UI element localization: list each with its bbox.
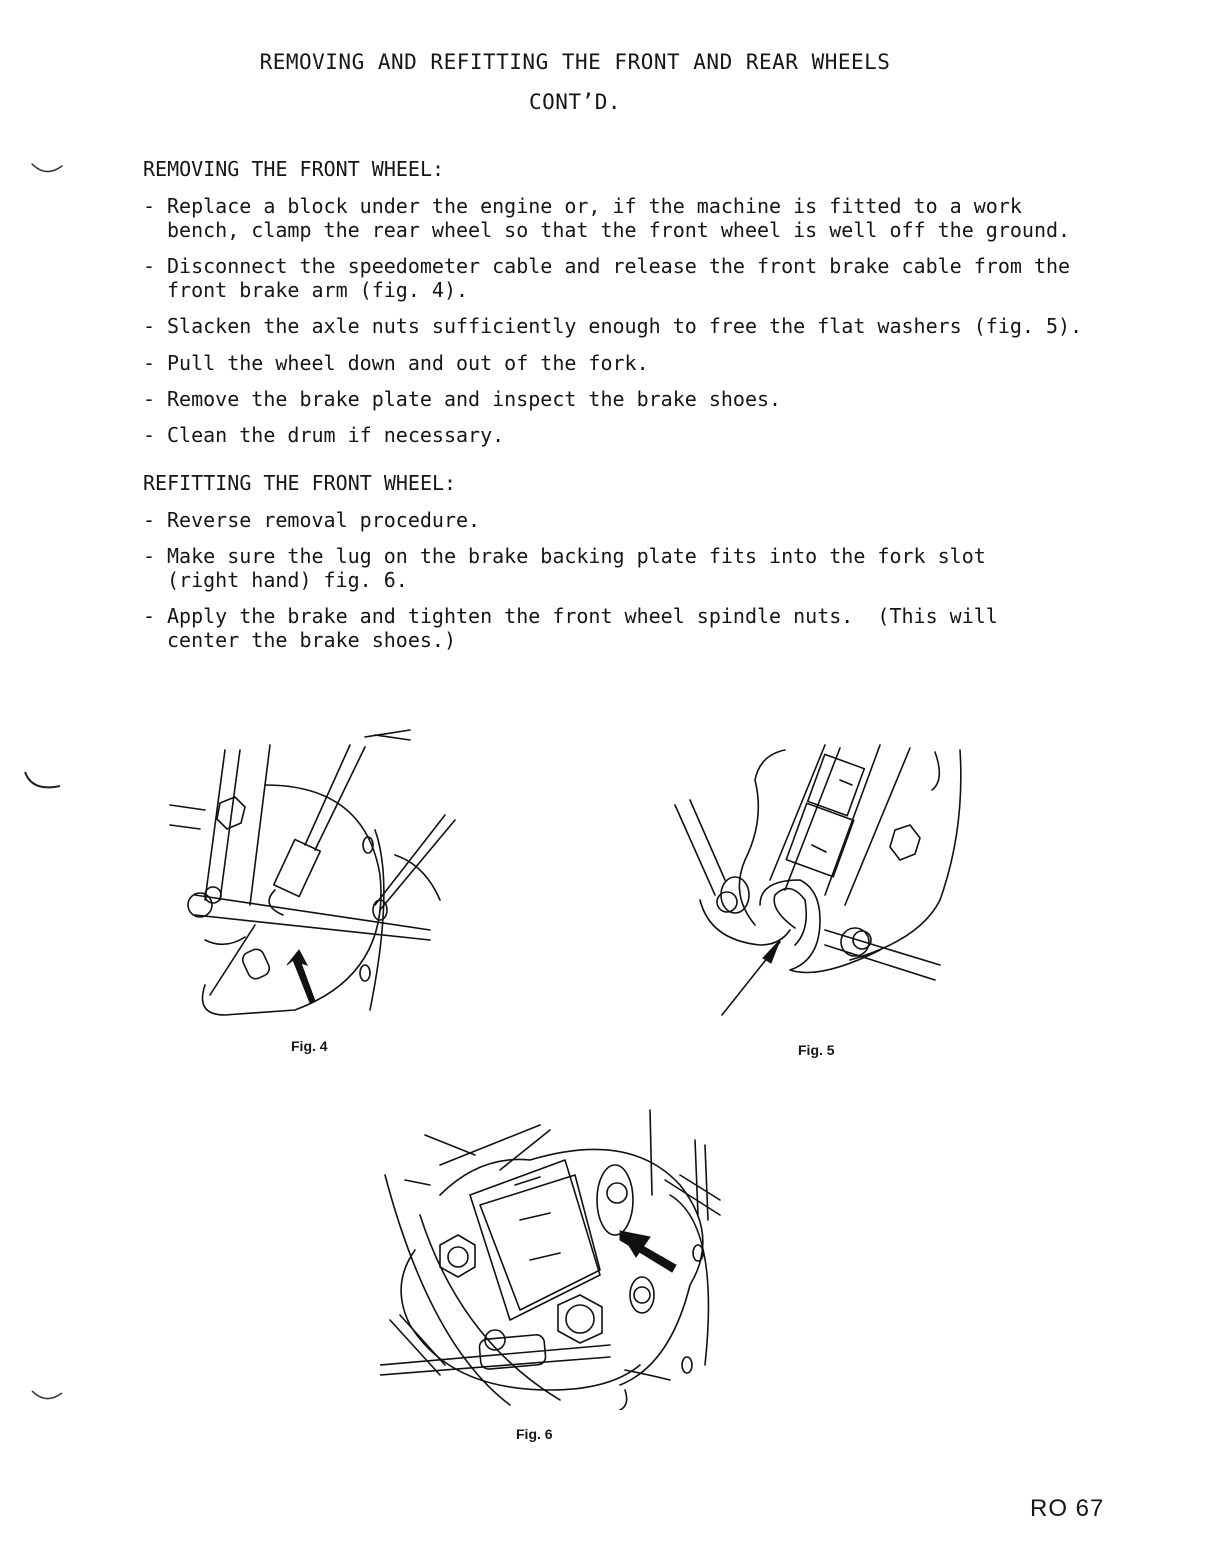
step-text: Remove the brake plate and inspect the brake shoes. bbox=[167, 387, 782, 411]
bullet-dash: - bbox=[143, 194, 156, 218]
removing-step-1 bbox=[143, 194, 1103, 242]
step-text: Reverse removal procedure. bbox=[167, 508, 481, 532]
bullet-dash: - bbox=[143, 351, 156, 375]
step-text: Slacken the axle nuts sufficiently enough to free the flat washers (fig. 5). bbox=[167, 314, 1083, 338]
refitting-step-2 bbox=[143, 544, 1103, 592]
removing-step-6 bbox=[143, 423, 1103, 447]
step-text: front brake arm (fig. 4). bbox=[167, 278, 469, 302]
binder-mark-top bbox=[28, 158, 68, 182]
bullet-dash: - bbox=[143, 508, 156, 532]
step-text: Clean the drum if necessary. bbox=[167, 423, 505, 447]
removing-step-5 bbox=[143, 387, 1103, 411]
fig4-caption: Fig. 4 bbox=[291, 1038, 328, 1054]
step-text: bench, clamp the rear wheel so that the front wheel is well off the ground. bbox=[167, 218, 1071, 242]
bullet-dash: - bbox=[143, 387, 156, 411]
refitting-step-3 bbox=[143, 604, 1103, 652]
step-text: Replace a block under the engine or, if the machine is fitted to a work bbox=[167, 194, 1022, 218]
step-text: (right hand) fig. 6. bbox=[167, 568, 408, 592]
step-text: Pull the wheel down and out of the fork. bbox=[167, 351, 649, 375]
step-text: Make sure the lug on the brake backing plate fits into the fork slot bbox=[167, 544, 986, 568]
binder-mark-bottom bbox=[28, 1385, 68, 1409]
bullet-dash: - bbox=[143, 604, 156, 628]
page-number: RO 67 bbox=[1030, 1495, 1105, 1522]
axle-slot-washer-drawing-icon bbox=[670, 730, 970, 1025]
bullet-dash: - bbox=[143, 423, 156, 447]
brake-backing-plate-drawing-icon bbox=[380, 1105, 730, 1410]
removing-heading: REMOVING THE FRONT WHEEL: bbox=[143, 157, 445, 181]
binder-mark-middle bbox=[22, 770, 66, 800]
step-text: center the brake shoes.) bbox=[167, 628, 456, 652]
removing-step-3 bbox=[143, 314, 1103, 338]
bullet-dash: - bbox=[143, 314, 156, 338]
removing-step-4 bbox=[143, 351, 1103, 375]
page-title: REMOVING AND REFITTING THE FRONT AND REAR WHEELS bbox=[259, 50, 891, 74]
fig5-caption: Fig. 5 bbox=[798, 1042, 835, 1058]
fig6-caption: Fig. 6 bbox=[516, 1426, 553, 1442]
front-brake-arm-drawing-icon bbox=[165, 725, 465, 1025]
step-text: Apply the brake and tighten the front wheel spindle nuts. (This will bbox=[167, 604, 998, 628]
removing-step-2 bbox=[143, 254, 1103, 302]
page-subtitle: CONT’D. bbox=[528, 90, 621, 114]
bullet-dash: - bbox=[143, 544, 156, 568]
refitting-step-1 bbox=[143, 508, 1103, 532]
step-text: Disconnect the speedometer cable and release the front brake cable from the bbox=[167, 254, 1071, 278]
bullet-dash: - bbox=[143, 254, 156, 278]
refitting-heading: REFITTING THE FRONT WHEEL: bbox=[143, 471, 457, 495]
